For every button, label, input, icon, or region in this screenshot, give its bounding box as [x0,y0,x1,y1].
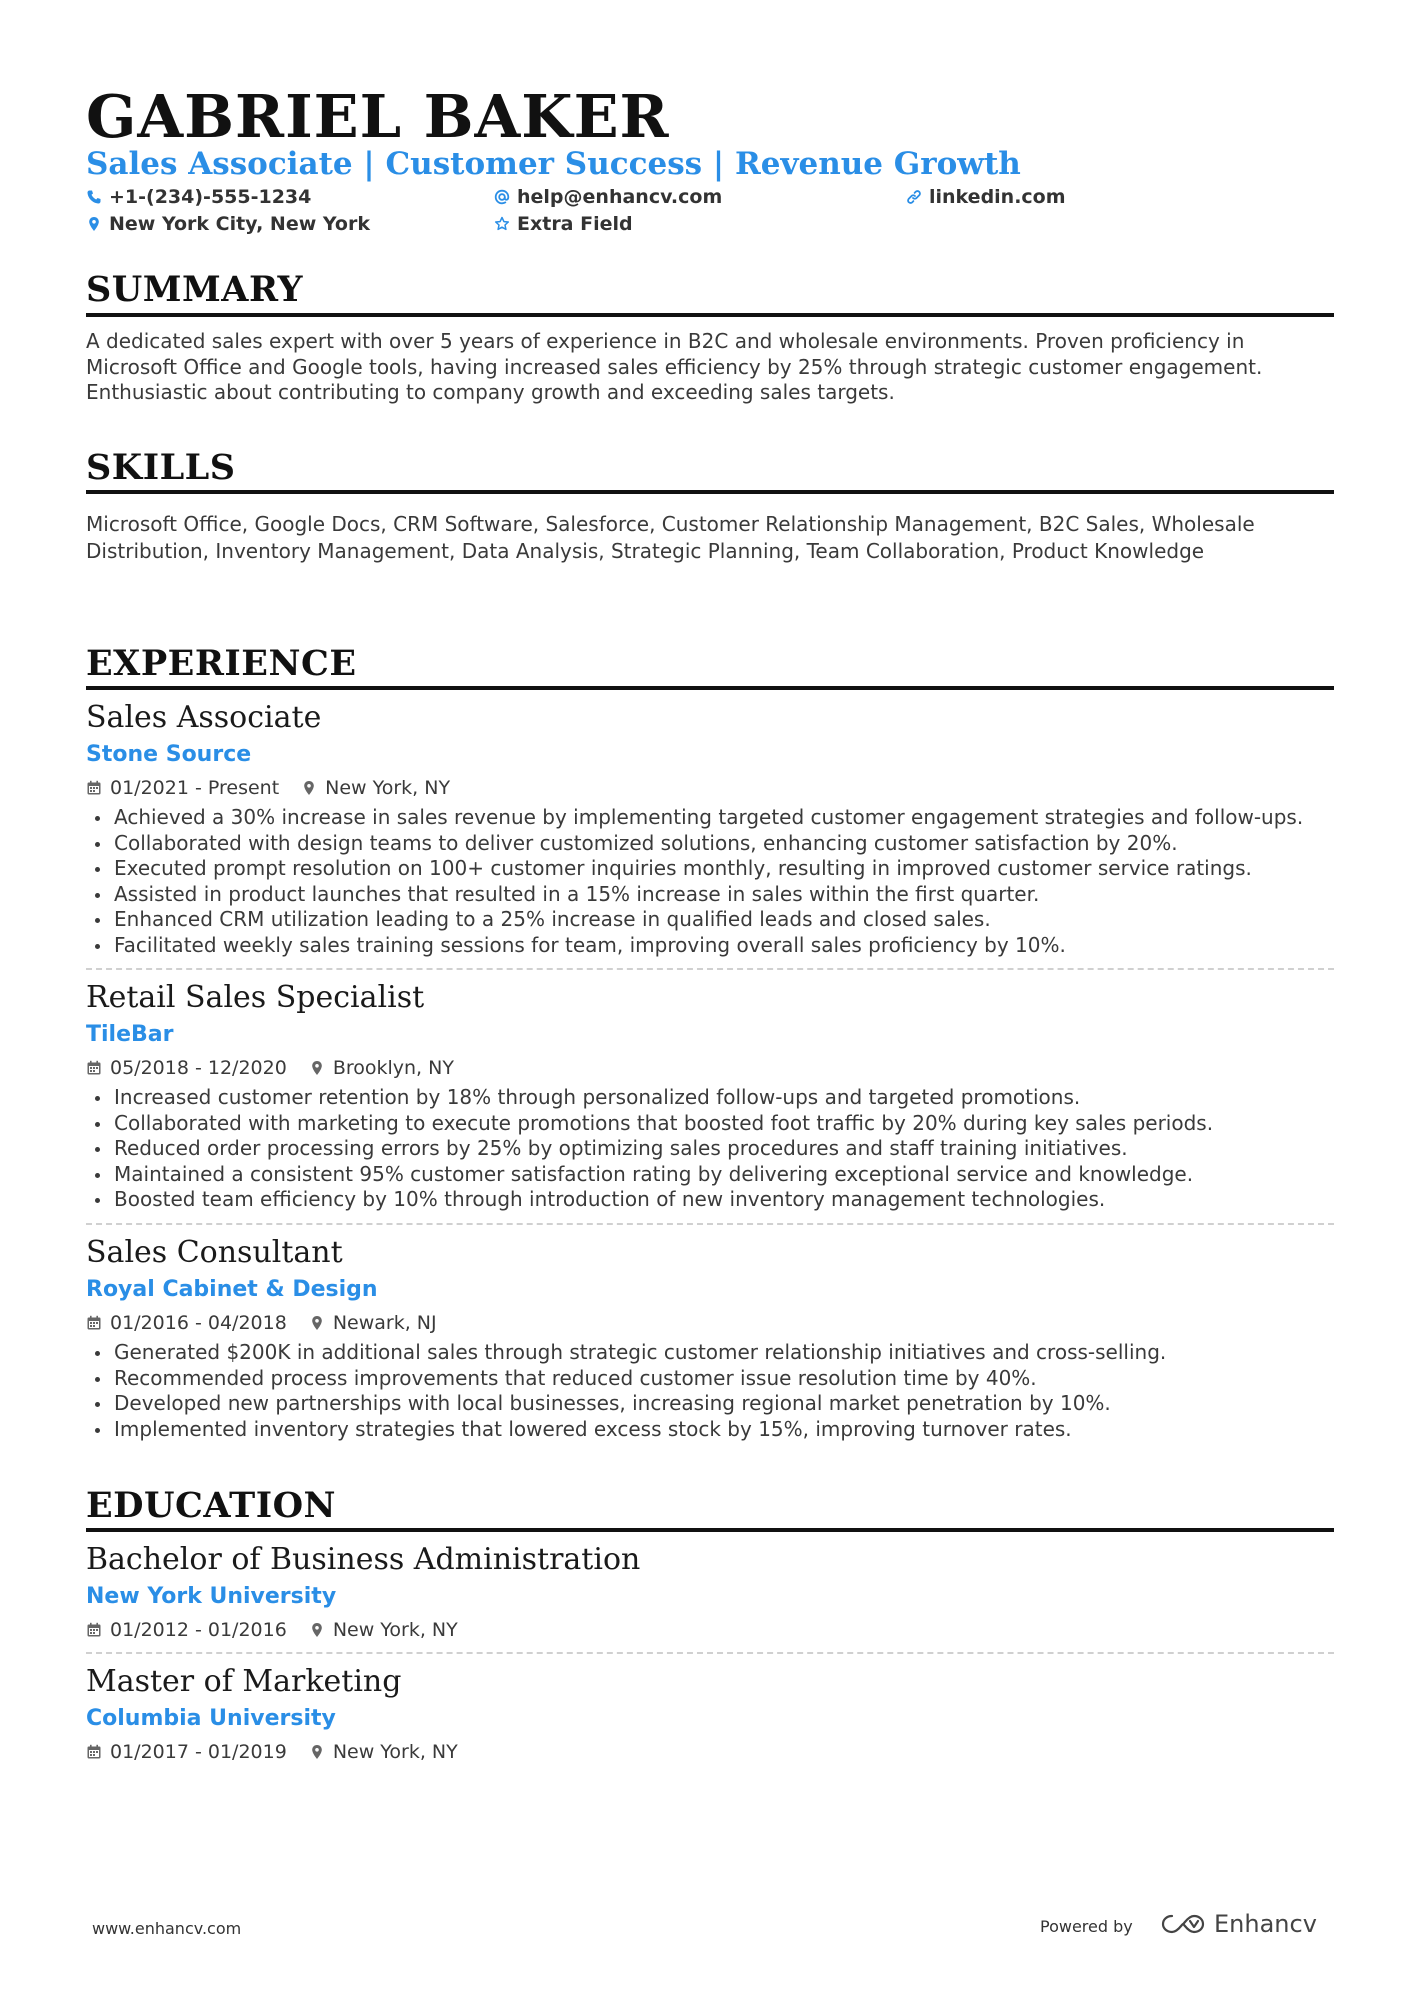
list-item: Recommended process improvements that reduced customer issue resolution time by 40%. [114,1366,1334,1392]
link-icon [906,189,922,205]
list-item: Collaborated with design teams to deliver customized solutions, enhancing customer satisfaction by 20%. [114,831,1334,857]
contact-location-text: New York City, New York [109,213,370,235]
job-dates: 05/2018 - 12/2020 [110,1057,287,1079]
experience-rule [86,686,1334,690]
contact-email[interactable] [494,184,722,210]
list-item: Implemented inventory strategies that lowered excess stock by 15%, improving turnover rates. [114,1417,1334,1443]
list-item: Executed prompt resolution on 100+ customer inquiries monthly, resulting in improved customer service ratings. [114,856,1334,882]
job-location: Brooklyn, NY [332,1057,454,1079]
job-dates: 01/2021 - Present [110,777,280,799]
candidate-headline: Sales Associate | Customer Success | Revenue Growth [86,146,1021,182]
edu-degree: Master of Marketing [86,1664,402,1699]
edu-dates: 01/2012 - 01/2016 [110,1619,287,1641]
map-pin-icon [301,780,317,796]
footer-brand-logo[interactable] [1160,1908,1317,1940]
edu-school: New York University [86,1584,337,1609]
edu-degree: Bachelor of Business Administration [86,1542,641,1577]
job-meta [86,1310,437,1336]
at-icon [494,189,510,205]
footer-powered-by: Powered by [1040,1917,1133,1936]
contact-location [86,211,370,237]
edu-school: Columbia University [86,1706,336,1731]
map-pin-icon [309,1060,325,1076]
job-meta [86,775,450,801]
summary-rule [86,313,1334,317]
education-rule [86,1528,1334,1532]
experience-heading: EXPERIENCE [86,643,357,684]
contact-phone-text: +1-(234)-555-1234 [109,186,312,208]
list-item: Generated $200K in additional sales through strategic customer relationship initiatives and cross-selling. [114,1340,1334,1366]
star-icon [494,216,510,232]
edu-divider [86,1652,1334,1654]
contact-extra-text: Extra Field [517,213,633,235]
map-pin-icon [309,1622,325,1638]
job-company: Stone Source [86,742,252,767]
contact-phone [86,184,311,210]
job-title: Retail Sales Specialist [86,980,425,1015]
contact-linkedin[interactable] [906,184,1066,210]
list-item: Enhanced CRM utilization leading to a 25% increase in qualified leads and closed sales. [114,907,1334,933]
candidate-name: GABRIEL BAKER [86,82,670,151]
calendar-icon [86,780,102,796]
list-item: Boosted team efficiency by 10% through introduction of new inventory management technologies. [114,1187,1334,1213]
edu-dates: 01/2017 - 01/2019 [110,1741,287,1763]
footer-brand-name: Enhancv [1214,1910,1317,1938]
job-bullets [86,1085,1334,1213]
contact-extra [494,211,633,237]
contact-email-text: help@enhancv.com [517,186,723,208]
list-item: Assisted in product launches that resulted in a 15% increase in sales within the first quarter. [114,882,1334,908]
summary-text: A dedicated sales expert with over 5 years of experience in B2C and wholesale environments. Proven proficiency in Microsoft Office and Google tools, having increased sales efficiency by 25% through strategic customer engagement. Enthusiastic about contributing to company growth and exceeding sales targets. [86,329,1263,404]
edu-meta [86,1739,458,1765]
job-title: Sales Consultant [86,1235,343,1270]
map-pin-icon [86,216,102,232]
enhancv-logo-icon [1160,1912,1206,1936]
calendar-icon [86,1060,102,1076]
job-company: TileBar [86,1022,174,1047]
list-item: Achieved a 30% increase in sales revenue by implementing targeted customer engagement strategies and follow-ups. [114,805,1334,831]
edu-location: New York, NY [332,1741,458,1763]
calendar-icon [86,1744,102,1760]
list-item: Reduced order processing errors by 25% by optimizing sales procedures and staff training initiatives. [114,1136,1334,1162]
education-heading: EDUCATION [86,1485,337,1526]
skills-text: Microsoft Office, Google Docs, CRM Software, Salesforce, Customer Relationship Management, B2C Sales, Wholesale Distribution, Inventory Management, Data Analysis, Strategic Planning, Team Collaboration, Product Knowledge [86,512,1255,563]
job-meta [86,1055,454,1081]
map-pin-icon [309,1744,325,1760]
job-divider [86,1223,1334,1225]
job-bullets [86,805,1334,958]
list-item: Increased customer retention by 18% through personalized follow-ups and targeted promotions. [114,1085,1334,1111]
summary-heading: SUMMARY [86,269,303,310]
skills-heading: SKILLS [86,447,236,488]
job-location: New York, NY [325,777,451,799]
job-divider [86,968,1334,970]
edu-location: New York, NY [332,1619,458,1641]
calendar-icon [86,1315,102,1331]
job-dates: 01/2016 - 04/2018 [110,1312,287,1334]
list-item: Collaborated with marketing to execute promotions that boosted foot traffic by 20% during key sales periods. [114,1111,1334,1137]
contact-linkedin-text: linkedin.com [929,186,1066,208]
job-bullets [86,1340,1334,1442]
job-company: Royal Cabinet & Design [86,1277,378,1302]
job-title: Sales Associate [86,700,322,735]
job-location: Newark, NJ [332,1312,437,1334]
list-item: Developed new partnerships with local businesses, increasing regional market penetration by 10%. [114,1391,1334,1417]
map-pin-icon [309,1315,325,1331]
edu-meta [86,1617,458,1643]
calendar-icon [86,1622,102,1638]
list-item: Maintained a consistent 95% customer satisfaction rating by delivering exceptional service and knowledge. [114,1162,1334,1188]
skills-rule [86,490,1334,494]
list-item: Facilitated weekly sales training sessions for team, improving overall sales proficiency by 10%. [114,933,1334,959]
phone-icon [86,189,102,205]
footer-website[interactable]: www.enhancv.com [92,1919,242,1938]
